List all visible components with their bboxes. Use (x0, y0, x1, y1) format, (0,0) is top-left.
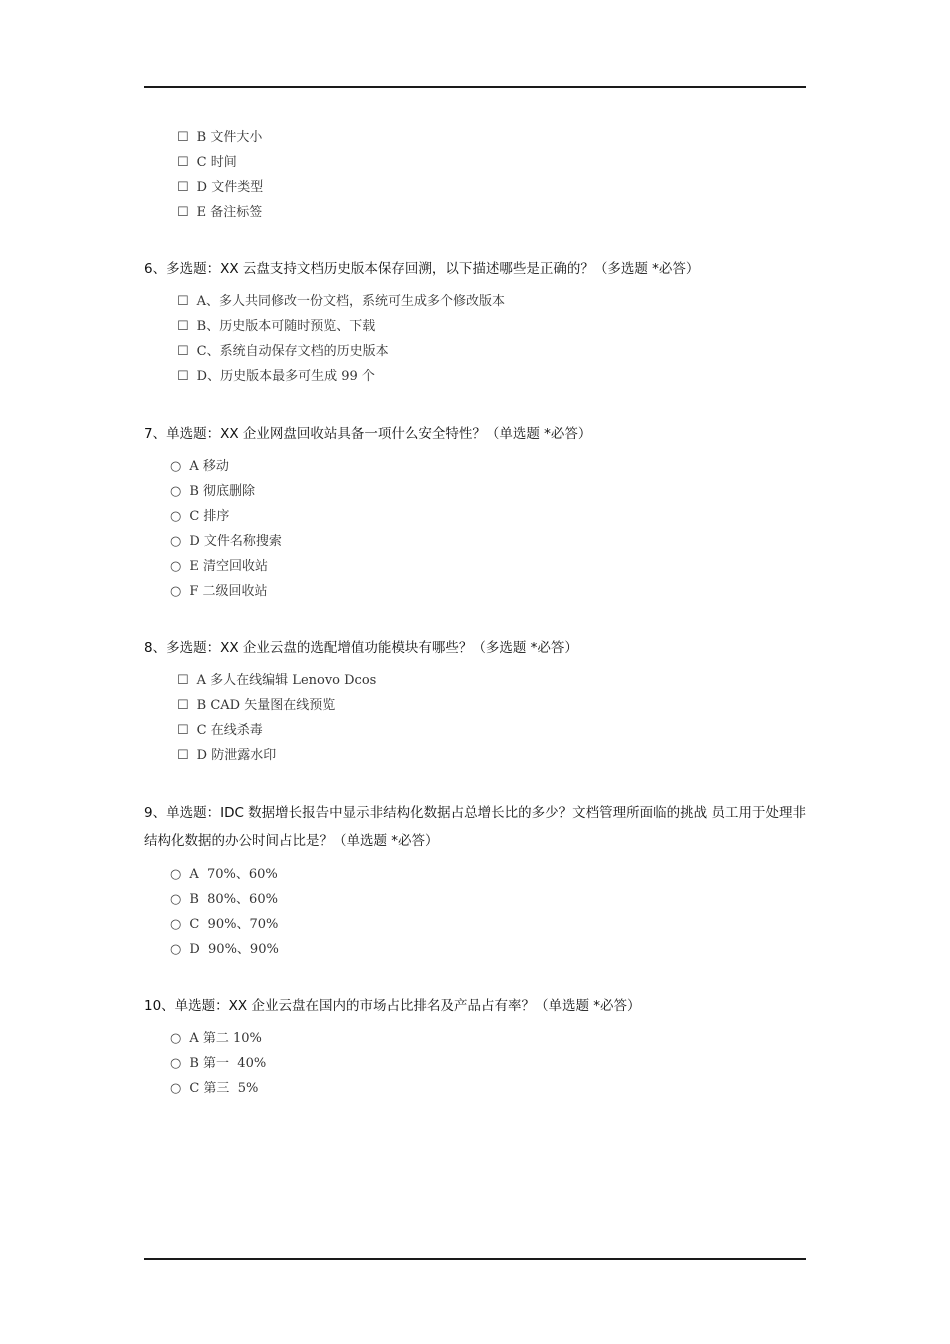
question-6-title: 6、多选题：XX 云盘支持文档历史版本保存回溯，以下描述哪些是正确的？（多选题 *必答） (144, 261, 700, 277)
radio-option[interactable]: ○ B 彻底删除 (170, 479, 255, 504)
radio-icon[interactable]: ○ (170, 1031, 182, 1046)
question-8-title: 8、多选题：XX 企业云盘的选配增值功能模块有哪些？（多选题 *必答） (144, 640, 578, 656)
checkbox-icon[interactable]: ☐ (177, 180, 189, 195)
radio-icon[interactable]: ○ (170, 917, 182, 932)
question-9-title: 9、单选题：IDC 数据增长报告中显示非结构化数据占总增长比的多少？文档管理所面临的挑战 员工用于处理非结构化数据的办公时间占比是？（单选题 *必答） (144, 805, 806, 849)
checkbox-option[interactable]: ☐ B 文件大小 (177, 125, 262, 150)
checkbox-icon[interactable]: ☐ (177, 130, 189, 145)
radio-option[interactable]: ○ C 第三 5% (170, 1076, 258, 1101)
footer-rule (144, 1258, 806, 1260)
radio-icon[interactable]: ○ (170, 1056, 182, 1071)
radio-option[interactable]: ○ A 第二 10% (170, 1026, 262, 1051)
checkbox-option[interactable]: ☐ C、系统自动保存文档的历史版本 (177, 339, 389, 364)
question-7-title: 7、单选题：XX 企业网盘回收站具备一项什么安全特性？（单选题 *必答） (144, 426, 592, 442)
radio-option[interactable]: ○ A 移动 (170, 454, 229, 479)
radio-option[interactable]: ○ E 清空回收站 (170, 554, 268, 579)
checkbox-icon[interactable]: ☐ (177, 155, 189, 170)
radio-icon[interactable]: ○ (170, 509, 182, 524)
radio-icon[interactable]: ○ (170, 484, 182, 499)
checkbox-option[interactable]: ☐ C 时间 (177, 150, 237, 175)
checkbox-option[interactable]: ☐ B CAD 矢量图在线预览 (177, 693, 335, 718)
radio-icon[interactable]: ○ (170, 867, 182, 882)
checkbox-icon[interactable]: ☐ (177, 319, 189, 334)
radio-option[interactable]: ○ D 90%、90% (170, 937, 279, 962)
radio-option[interactable]: ○ A 70%、60% (170, 862, 278, 887)
checkbox-icon[interactable]: ☐ (177, 369, 189, 384)
checkbox-option[interactable]: ☐ D 文件类型 (177, 175, 263, 200)
radio-option[interactable]: ○ B 80%、60% (170, 887, 278, 912)
radio-option[interactable]: ○ B 第一 40% (170, 1051, 266, 1076)
radio-icon[interactable]: ○ (170, 584, 182, 599)
checkbox-option[interactable]: ☐ A、多人共同修改一份文档，系统可生成多个修改版本 (177, 289, 505, 314)
checkbox-option[interactable]: ☐ A 多人在线编辑 Lenovo Dcos (177, 668, 376, 693)
radio-option[interactable]: ○ C 排序 (170, 504, 229, 529)
checkbox-option[interactable]: ☐ B、历史版本可随时预览、下载 (177, 314, 375, 339)
checkbox-icon[interactable]: ☐ (177, 205, 189, 220)
checkbox-icon[interactable]: ☐ (177, 723, 189, 738)
checkbox-icon[interactable]: ☐ (177, 294, 189, 309)
checkbox-option[interactable]: ☐ C 在线杀毒 (177, 718, 263, 743)
checkbox-icon[interactable]: ☐ (177, 344, 189, 359)
radio-icon[interactable]: ○ (170, 534, 182, 549)
radio-option[interactable]: ○ D 文件名称搜索 (170, 529, 282, 554)
radio-icon[interactable]: ○ (170, 892, 182, 907)
question-10-title: 10、单选题：XX 企业云盘在国内的市场占比排名及产品占有率？（单选题 *必答） (144, 998, 641, 1014)
checkbox-option[interactable]: ☐ D 防泄露水印 (177, 743, 276, 768)
header-rule (144, 86, 806, 88)
radio-icon[interactable]: ○ (170, 942, 182, 957)
radio-icon[interactable]: ○ (170, 459, 182, 474)
radio-icon[interactable]: ○ (170, 559, 182, 574)
checkbox-option[interactable]: ☐ E 备注标签 (177, 200, 262, 225)
checkbox-icon[interactable]: ☐ (177, 748, 189, 763)
checkbox-icon[interactable]: ☐ (177, 673, 189, 688)
checkbox-option[interactable]: ☐ D、历史版本最多可生成 99 个 (177, 364, 375, 389)
checkbox-icon[interactable]: ☐ (177, 698, 189, 713)
radio-icon[interactable]: ○ (170, 1081, 182, 1096)
radio-option[interactable]: ○ F 二级回收站 (170, 579, 268, 604)
radio-option[interactable]: ○ C 90%、70% (170, 912, 278, 937)
